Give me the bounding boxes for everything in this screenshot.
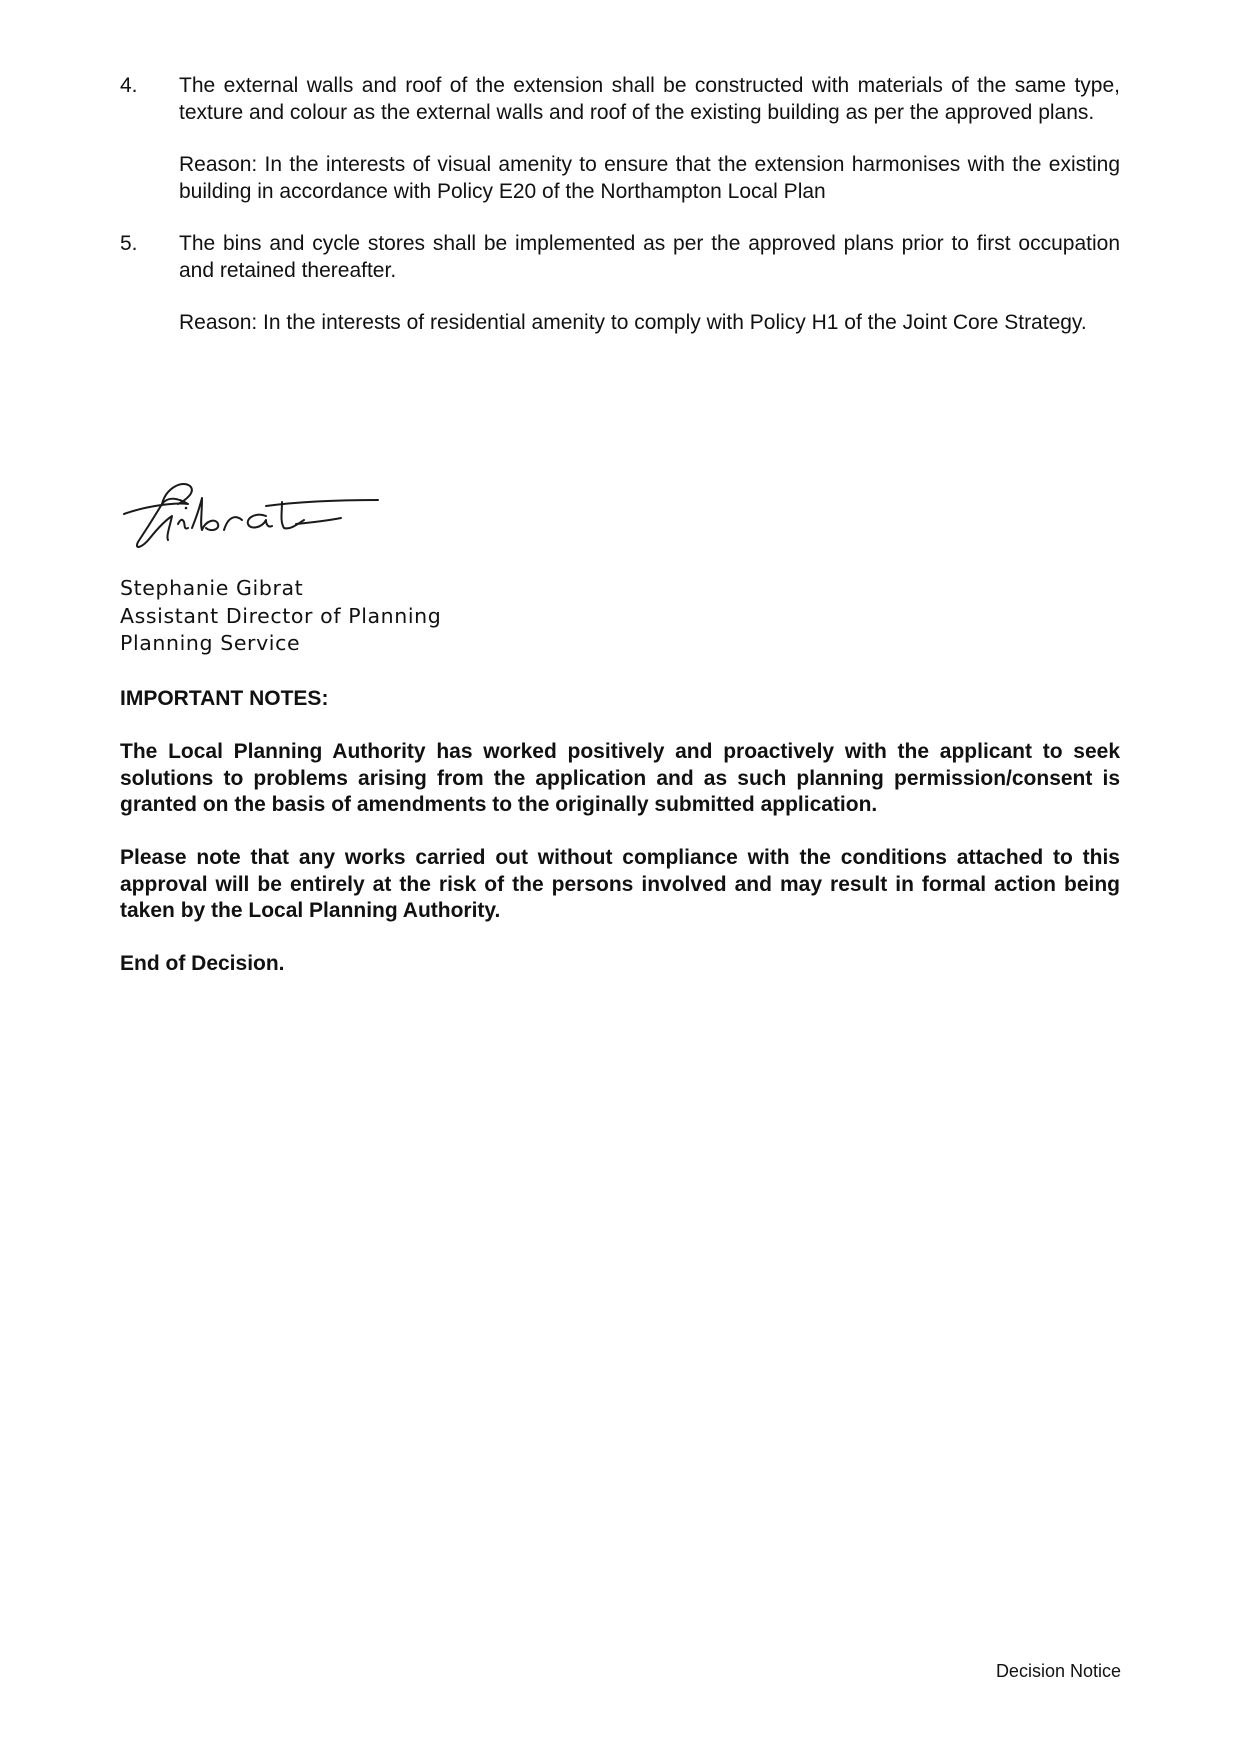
condition-text: The external walls and roof of the extension shall be constructed with materials of the same type, texture and colour as the external walls and roof of the existing building as per the approved plans. xyxy=(179,74,1120,124)
handwritten-signature xyxy=(116,478,386,558)
condition-reason: Reason: In the interests of visual amenity to ensure that the extension harmonises with the existing building in accordance with Policy E20 of the Northampton Local Plan xyxy=(179,153,1120,203)
signature-dot xyxy=(185,507,188,510)
signature-stroke xyxy=(192,498,218,530)
signatory-block xyxy=(120,575,441,658)
footer-label: Decision Notice xyxy=(995,1661,1121,1681)
conditions-list xyxy=(120,73,1120,337)
signatory-department: Planning Service xyxy=(120,631,301,655)
important-notes xyxy=(120,686,1120,978)
condition-number: 5. xyxy=(120,232,138,255)
end-of-decision: End of Decision. xyxy=(120,952,285,975)
condition-number: 4. xyxy=(120,74,138,97)
condition-item xyxy=(120,73,1120,205)
signature-stroke xyxy=(224,517,242,530)
notes-paragraph: Please note that any works carried out without compliance with the conditions attached to this approval will be entirely at the risk of the persons involved and may result in formal action being taken by the Local Planning Authority. xyxy=(120,846,1120,922)
signature-stroke xyxy=(178,520,188,529)
condition-item xyxy=(120,231,1120,337)
condition-text: The bins and cycle stores shall be implemented as per the approved plans prior to first occupation and retained thereafter. xyxy=(179,232,1120,282)
condition-reason: Reason: In the interests of residential amenity to comply with Policy H1 of the Joint Core Strategy. xyxy=(179,311,1087,334)
notes-paragraph: The Local Planning Authority has worked positively and proactively with the applicant to seek solutions to problems arising from the application and as such planning permission/consent is granted on the basis of amendments to the originally submitted application. xyxy=(120,740,1120,816)
signatory-name: Stephanie Gibrat xyxy=(120,576,304,600)
signature-stroke xyxy=(248,515,272,528)
notes-heading: IMPORTANT NOTES: xyxy=(120,687,329,710)
signatory-title: Assistant Director of Planning xyxy=(120,603,442,628)
